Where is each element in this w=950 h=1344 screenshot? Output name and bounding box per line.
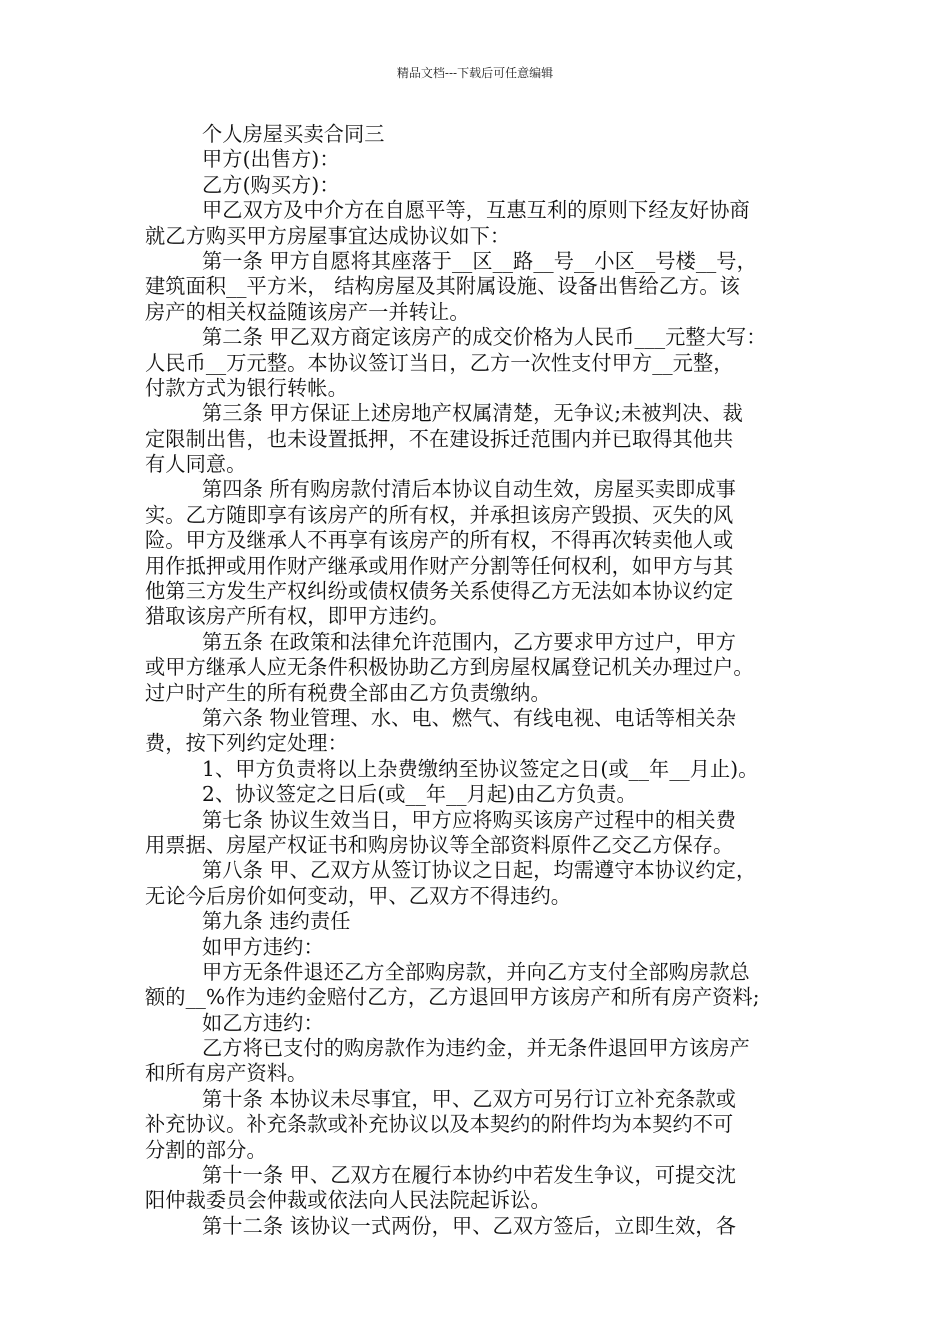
text-line: 甲方(出售方)： <box>202 147 340 172</box>
text-line: 第七条 协议生效当日，甲方应将购买该房产过程中的相关费 <box>202 807 736 832</box>
text-line: 如乙方违约： <box>202 1010 324 1035</box>
text-line: 定限制出售，也未设置抵押，不在建设拆迁范围内并已取得其他共 <box>145 426 734 451</box>
text-line: 用票据、房屋产权证书和购房协议等全部资料原件乙交乙方保存。 <box>145 832 734 857</box>
text-line: 第三条 甲方保证上述房地产权属清楚，无争议;未被判决、裁 <box>202 401 743 426</box>
text-line: 和所有房产资料。 <box>145 1061 308 1086</box>
text-line: 第八条 甲、乙双方从签订协议之日起，均需遵守本协议约定， <box>202 858 757 883</box>
text-line: 第五条 在政策和法律允许范围内，乙方要求甲方过户，甲方 <box>202 629 736 654</box>
text-line: 就乙方购买甲方房屋事宜达成协议如下： <box>145 223 511 248</box>
text-line: 额的__%作为违约金赔付乙方，乙方退回甲方该房产和所有房产资料; <box>145 985 760 1010</box>
text-line: 第四条 所有购房款付清后本协议自动生效，房屋买卖即成事 <box>202 477 736 502</box>
text-line: 无论今后房价如何变动，甲、乙双方不得违约。 <box>145 883 572 908</box>
text-line: 实。乙方随即享有该房产的所有权，并承担该房产毁损、灭失的风 <box>145 502 734 527</box>
text-line: 阳仲裁委员会仲裁或依法向人民法院起诉讼。 <box>145 1188 551 1213</box>
text-line: 乙方(购买方)： <box>202 172 340 197</box>
text-line: 过户时产生的所有税费全部由乙方负责缴纳。 <box>145 680 551 705</box>
text-line: 房产的相关权益随该房产一并转让。 <box>145 299 470 324</box>
text-line: 费，按下列约定处理： <box>145 731 348 756</box>
page-header: 精品文档---下载后可任意编辑 <box>396 66 554 80</box>
text-line: 第六条 物业管理、水、电、燃气、有线电视、电话等相关杂 <box>202 705 736 730</box>
text-line: 甲方无条件退还乙方全部购房款，并向乙方支付全部购房款总 <box>202 959 750 984</box>
text-line: 第九条 违约责任 <box>202 909 351 934</box>
text-line: 第十条 本协议未尽事宜，甲、乙双方可另行订立补充条款或 <box>202 1086 736 1111</box>
text-line: 第十一条 甲、乙双方在履行本协约中若发生争议，可提交沈 <box>202 1163 736 1188</box>
text-line: 或甲方继承人应无条件积极协助乙方到房屋权属登记机关办理过户。 <box>145 655 754 680</box>
text-line: 甲乙双方及中介方在自愿平等，互惠互利的原则下经友好协商 <box>202 198 750 223</box>
text-line: 2、协议签定之日后(或__年__月起)由乙方负责。 <box>202 782 637 807</box>
text-line: 付款方式为银行转帐。 <box>145 375 348 400</box>
text-line: 如甲方违约： <box>202 934 324 959</box>
text-line: 他第三方发生产权纠纷或债权债务关系使得乙方无法如本协议约定 <box>145 579 734 604</box>
document-title: 个人房屋买卖合同三 <box>202 122 385 146</box>
text-line: 1、甲方负责将以上杂费缴纳至协议签定之日(或__年__月止)。 <box>202 756 759 781</box>
document-body <box>145 122 810 1239</box>
text-line: 补充协议。补充条款或补充协议以及本契约的附件均为本契约不可 <box>145 1112 734 1137</box>
text-line: 建筑面积__平方米， 结构房屋及其附属设施、设备出售给乙方。该 <box>145 274 740 299</box>
text-line: 第十二条 该协议一式两份，甲、乙双方签后，立即生效，各 <box>202 1213 736 1238</box>
text-line: 有人同意。 <box>145 452 247 477</box>
text-line: 人民币__万元整。本协议签订当日，乙方一次性支付甲方__元整， <box>145 350 734 375</box>
text-line: 第一条 甲方自愿将其座落于__区__路__号__小区__号楼__号， <box>202 248 757 273</box>
text-line: 用作抵押或用作财产继承或用作财产分割等任何权利，如甲方与其 <box>145 553 734 578</box>
text-line: 险。甲方及继承人不再享有该房产的所有权，不得再次转卖他人或 <box>145 528 734 553</box>
text-line: 乙方将已支付的购房款作为违约金，并无条件退回甲方该房产 <box>202 1036 750 1061</box>
text-line: 分割的部分。 <box>145 1137 267 1162</box>
text-line: 第二条 甲乙双方商定该房产的成交价格为人民币___元整大写： <box>202 325 767 350</box>
text-line: 猎取该房产所有权，即甲方违约。 <box>145 604 450 629</box>
